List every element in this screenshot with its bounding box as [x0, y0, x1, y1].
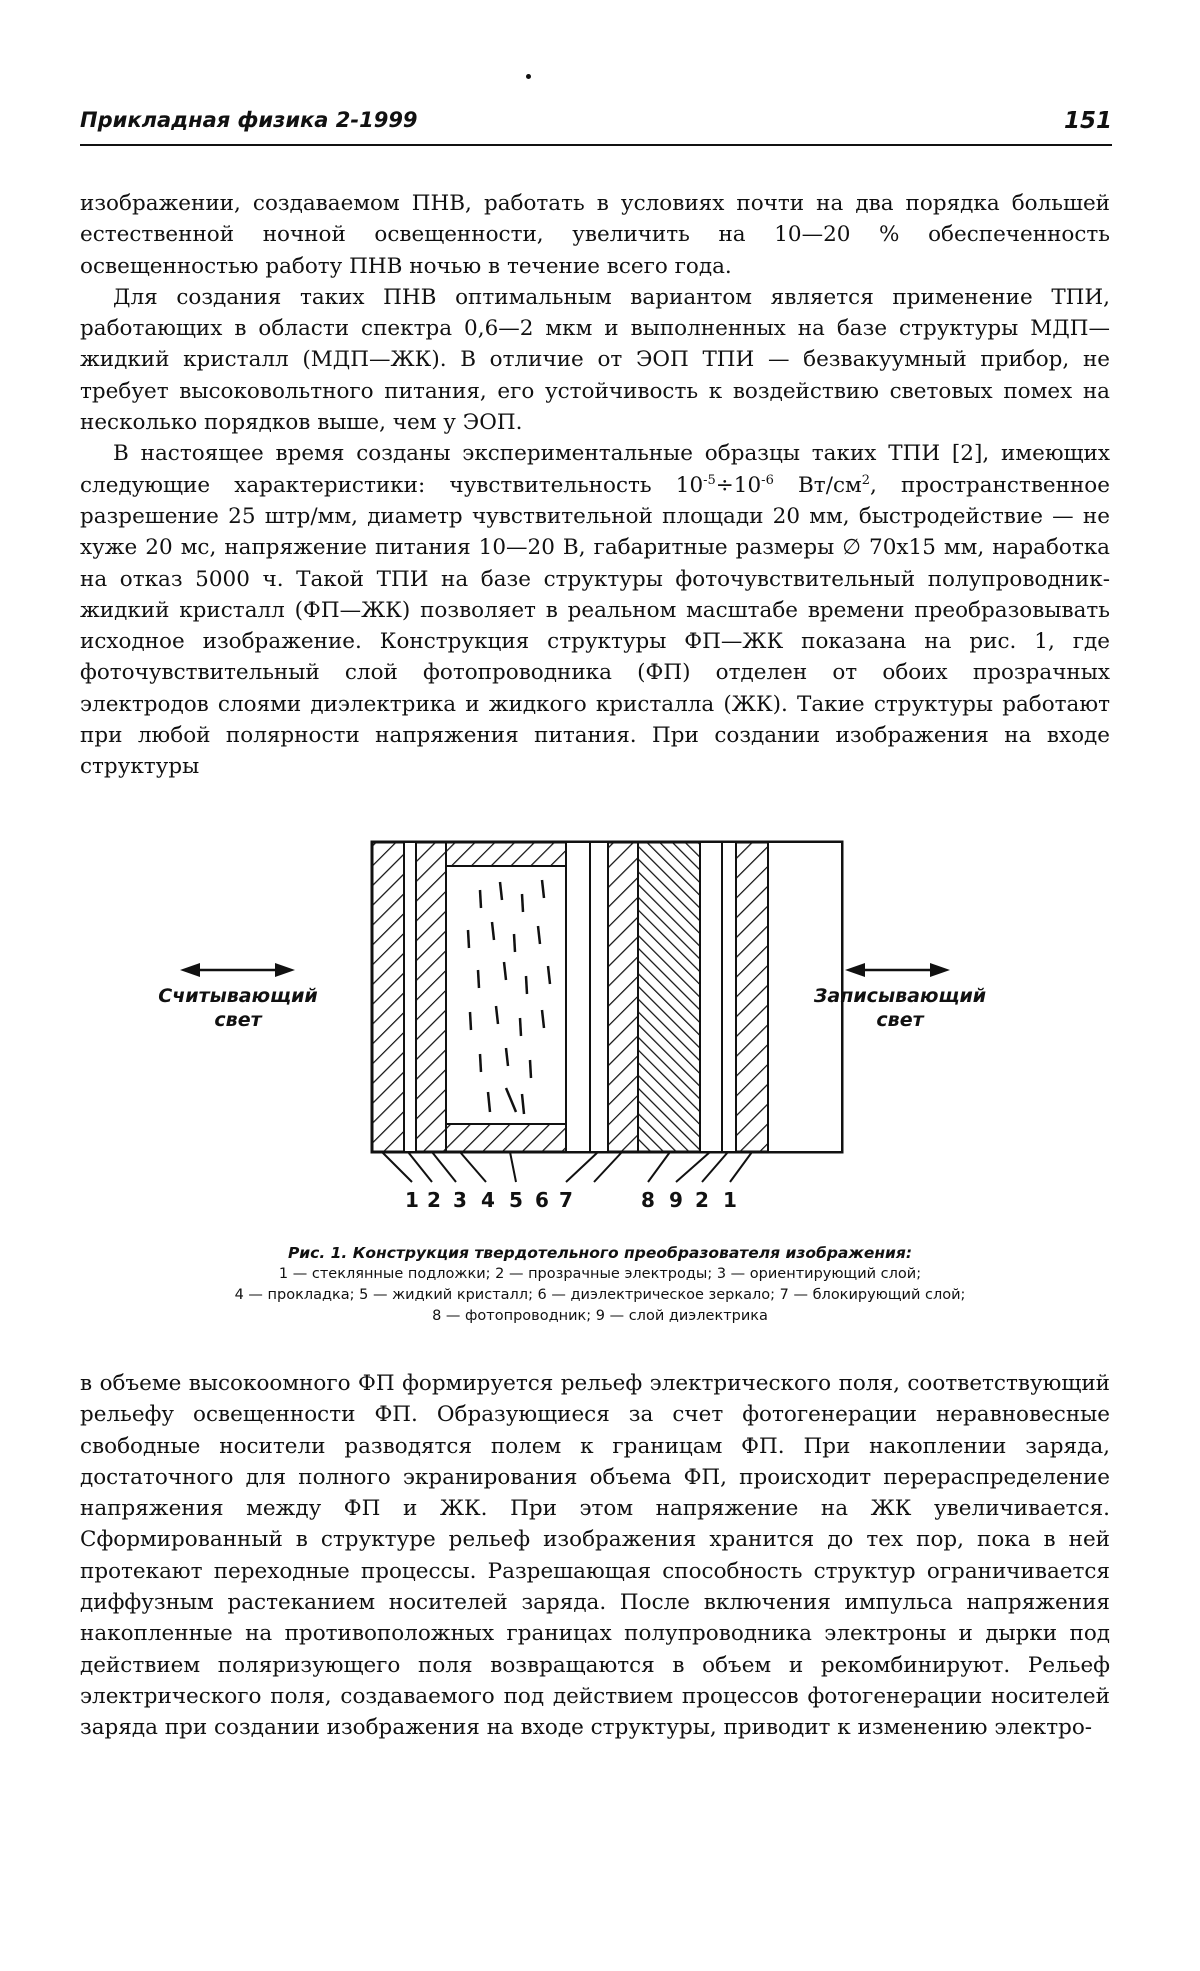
figure-caption — [90, 1243, 1110, 1327]
photoconductor — [638, 842, 700, 1152]
writing-light-label: свет — [876, 1009, 924, 1031]
layer-number: 1 — [723, 1188, 737, 1212]
caption-title: Рис. 1. Конструкция твердотельного преобразователя изображения: — [287, 1244, 913, 1262]
caption-legend-line: 1 — стеклянные подложки; 2 — прозрачные электроды; 3 — ориентирующий слой; — [278, 1266, 922, 1282]
layer-number: 5 — [509, 1188, 523, 1212]
electrode-left — [404, 842, 416, 1152]
leader-lines — [382, 1152, 752, 1182]
orienting-layer-right — [566, 842, 590, 1152]
exponent: -6 — [761, 472, 774, 488]
right-double-arrow — [845, 963, 950, 977]
layer-number: 3 — [453, 1188, 467, 1212]
electrode-right — [722, 842, 736, 1152]
layer-number: 7 — [559, 1188, 573, 1212]
layer-number: 9 — [669, 1188, 683, 1212]
paragraph-characteristics: В настоящее время созданы экспериментальные образцы таких ТПИ [2], имеющих следующие характеристики: чувствительность $10^{-5}\div 10^{-6}$ $Вт/см^2$, пространственное разрешение 25 штр/мм, диаметр чувствительной площади 20 мм, быстродействие — не хуже 20 мс, напряжение питания 10—20 В, габаритные размеры ∅ 70х15 мм, наработка на отказ 5000 ч. Такой ТПИ на базе структуры фоточувствительный полупроводник-жидкий кристалл (ФП—ЖК) позволяет в реальном масштабе времени преобразовывать исходное изображение. Конструкция структуры ФП—ЖК показана на рис. 1, где фоточувствительный слой фотопроводника (ФП) отделен от обоих прозрачных электродов слоями диэлектрика и жидкого кристалла (ЖК). Такие структуры работают при любой полярности напряжения питания. При создании изображения на входе структуры — [80, 441, 1110, 780]
left-double-arrow — [180, 963, 295, 977]
spacer-bottom — [446, 1124, 566, 1152]
paragraph: в объеме высокоомного ФП формируется рельеф электрического поля, соответствующий рельефу освещенности ФП. Образующиеся за счет фотогенерации неравновесные свободные носители разводятся полем к границам ФП. При накоплении заряда, достаточного для полного экранирования объема ФП, происходит перераспределение напряжения между ФП и ЖК. При этом напряжение на ЖК увеличивается. Сформированный в структуре рельеф изображения хранится до тех пор, пока в ней протекают переходные процессы. Разрешающая способность структур ограничивается диффузным растеканием носителей заряда. После включения импульса напряжения накопленные на противоположных границах полупроводника электроны и дырки под действием поляризующего поля возвращаются в объем и рекомбинируют. Рельеф электрического поля, создаваемого под действием процессов фотогенерации носителей заряда при создании изображения на входе структуры, приводит к изменению электро- — [80, 1371, 1110, 1741]
writing-light-label: Записывающий — [813, 985, 987, 1007]
journal-title: Прикладная физика 2-1999 — [80, 108, 418, 132]
body-text-bottom — [80, 1368, 1110, 1744]
glass-substrate-right — [736, 842, 768, 1152]
exponent: -5 — [703, 472, 716, 488]
dielectric-mirror — [590, 842, 608, 1152]
caption-legend-line: 4 — прокладка; 5 — жидкий кристалл; 6 — диэлектрическое зеркало; 7 — блокирующий слой; — [234, 1287, 966, 1303]
scan-speck — [526, 74, 531, 79]
layer-number: 8 — [641, 1188, 655, 1212]
running-header — [80, 104, 1112, 146]
layer-number: 6 — [535, 1188, 549, 1212]
orienting-layer — [416, 842, 446, 1152]
reading-light-label: Считывающий — [158, 985, 318, 1007]
caption-legend-line: 8 — фотопроводник; 9 — слой диэлектрика — [432, 1308, 768, 1324]
dielectric-layer — [700, 842, 722, 1152]
reading-light-label: свет — [214, 1009, 262, 1031]
liquid-crystal — [446, 866, 566, 1124]
layer-number: 1 — [405, 1188, 419, 1212]
glass-substrate-left — [372, 842, 404, 1152]
structure-diagram — [150, 830, 1050, 1220]
exponent: 2 — [861, 472, 870, 488]
blocking-layer — [608, 842, 638, 1152]
paragraph: изображении, создаваемом ПНВ, работать в условиях почти на два порядка большей естественной ночной освещенности, увеличить на 10—20 % обеспеченность освещенностью работу ПНВ ночью в течение всего года. — [80, 191, 1110, 279]
layer-number: 4 — [481, 1188, 495, 1212]
layer-number: 2 — [695, 1188, 709, 1212]
layer-number: 2 — [427, 1188, 441, 1212]
spacer-top — [446, 842, 566, 866]
paragraph: Для создания таких ПНВ оптимальным вариантом является применение ТПИ, работающих в области спектра 0,6—2 мкм и выполненных на базе структуры МДП—жидкий кристалл (МДП—ЖК). В отличие от ЭОП ТПИ — безвакуумный прибор, не требует высоковольтного питания, его устойчивость к воздействию световых помех на несколько порядков выше, чем у ЭОП. — [80, 284, 1110, 436]
page-number: 151 — [1063, 108, 1112, 134]
figure-structure — [150, 830, 1050, 1220]
body-text-top — [80, 188, 1110, 783]
